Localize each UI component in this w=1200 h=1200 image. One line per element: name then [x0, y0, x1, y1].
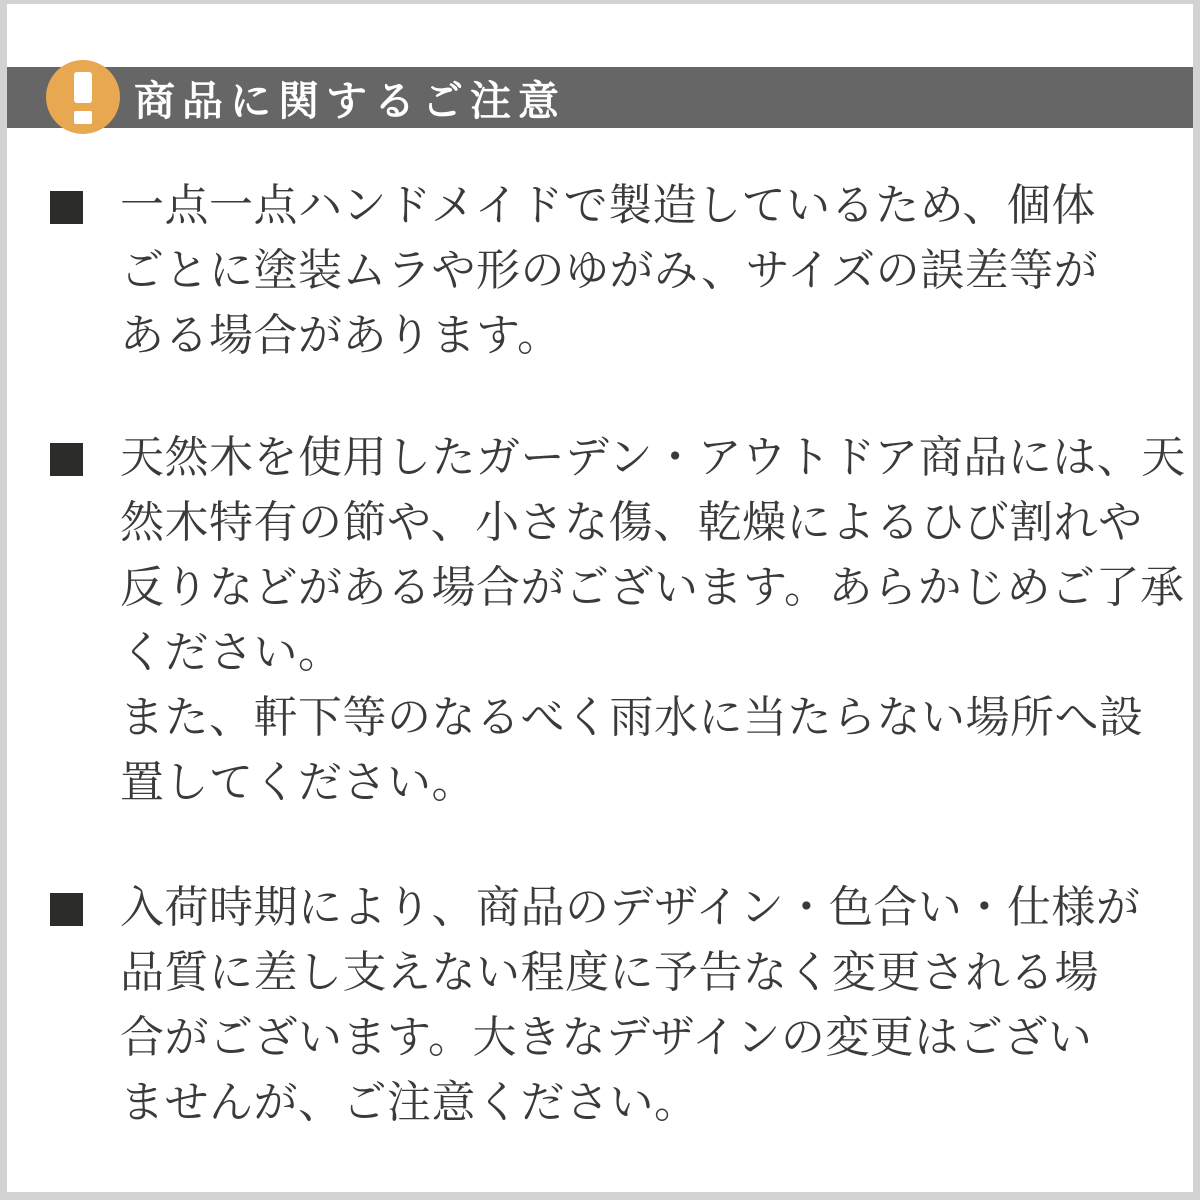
- notice-line: 然木特有の節や、小さな傷、乾燥によるひび割れや: [120, 498, 1143, 547]
- notice-line: 置してください。: [120, 758, 476, 807]
- square-bullet-icon: [50, 443, 83, 476]
- exclamation-bar: [74, 72, 92, 103]
- notice-item-3: [50, 875, 1183, 1135]
- notice-line: 反りなどがある場合がございます。あらかじめご了承: [120, 563, 1185, 612]
- notice-line: 品質に差し支えない程度に予告なく変更される場: [120, 948, 1099, 997]
- notice-item-2: [50, 425, 1186, 815]
- notice-item-1: [50, 173, 1183, 368]
- square-bullet-icon: [50, 191, 83, 224]
- notice-text-3: [120, 875, 1140, 1135]
- exclamation-dot: [74, 111, 92, 124]
- notice-line: 天然木を使用したガーデン・アウトドア商品には、天: [120, 433, 1186, 482]
- notice-header: [7, 67, 1193, 128]
- page-title: 商品に関するご注意: [134, 78, 566, 124]
- notice-line: ごとに塗装ムラや形のゆがみ、サイズの誤差等が: [120, 246, 1099, 295]
- square-bullet-icon: [50, 893, 83, 926]
- notice-line: 合がございます。大きなデザインの変更はござい: [120, 1013, 1093, 1062]
- notice-line: 一点一点ハンドメイドで製造しているため、個体: [120, 181, 1096, 230]
- notice-line: ませんが、ご注意ください。: [120, 1078, 699, 1127]
- notice-panel: [7, 4, 1193, 1192]
- notice-line: また、軒下等のなるべく雨水に当たらない場所へ設: [120, 693, 1144, 742]
- notice-line: ある場合があります。: [120, 311, 562, 360]
- notice-text-1: [120, 173, 1098, 368]
- notice-line: 入荷時期により、商品のデザイン・色合い・仕様が: [120, 883, 1141, 932]
- exclamation-circle-icon: [46, 60, 120, 134]
- notice-line: ください。: [120, 628, 343, 677]
- notice-text-2: [120, 425, 1186, 815]
